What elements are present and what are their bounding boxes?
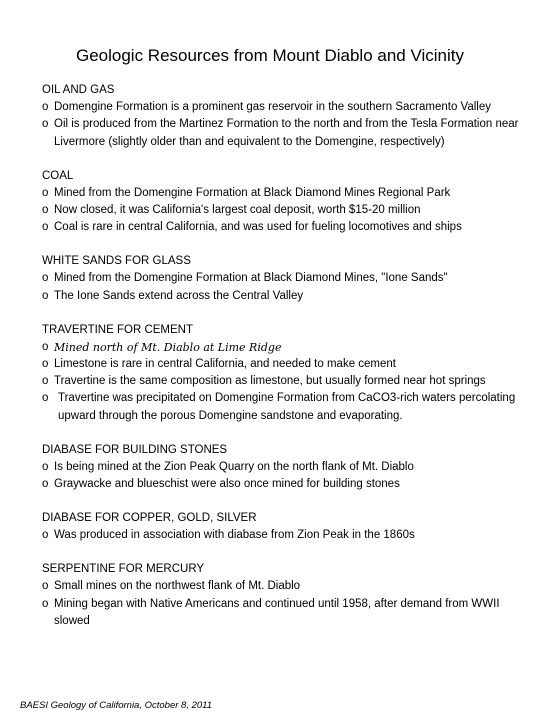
list-item xyxy=(42,288,522,305)
list-item-text: Oil is produced from the Martinez Formation to the north and from the Tesla Formation near Livermore (slightly older than and equivalent to the Domengine, respectively) xyxy=(54,118,519,148)
section-heading: DIABASE FOR COPPER, GOLD, SILVER xyxy=(42,512,257,525)
bullet-marker: o xyxy=(42,204,49,217)
list-item xyxy=(42,390,522,424)
list-item-text: Limestone is rare in central California, and needed to make cement xyxy=(54,358,396,371)
list-item-text: Domengine Formation is a prominent gas reservoir in the southern Sacramento Valley xyxy=(54,101,491,114)
list-item-text: Mined from the Domengine Formation at Black Diamond Mines Regional Park xyxy=(54,186,451,199)
bullet-marker: o xyxy=(42,358,49,371)
list-item xyxy=(42,99,522,116)
list-item-text: Now closed, it was California's largest coal deposit, worth $15-20 million xyxy=(54,204,421,217)
bullet-marker: o xyxy=(42,597,49,610)
section-heading: OIL AND GAS xyxy=(42,84,115,96)
list-item xyxy=(42,185,522,202)
section-heading: DIABASE FOR BUILDING STONES xyxy=(42,443,228,456)
bullet-marker: o xyxy=(42,340,49,353)
bullet-marker: o xyxy=(42,460,49,473)
section-heading: SERPENTINE FOR MERCURY xyxy=(42,563,205,576)
bullet-marker: o xyxy=(42,375,49,388)
bullet-marker: o xyxy=(42,118,49,131)
list-item xyxy=(42,596,522,630)
bullet-marker: o xyxy=(42,221,49,234)
list-item-text: Mined north of Mt. Diablo at Lime Ridge xyxy=(54,340,282,354)
section-diabase-metals xyxy=(42,510,522,544)
list-item-text: The Ione Sands extend across the Central Valley xyxy=(54,289,304,302)
list-item xyxy=(42,527,522,544)
section-serpentine xyxy=(42,561,522,630)
list-item-text: Travertine was precipitated on Domengine Formation from CaCO3-rich waters percolating upward through the porous Domengine sandstone and evaporating. xyxy=(58,392,516,422)
list-item xyxy=(42,459,522,476)
section-diabase-building xyxy=(42,442,522,494)
bullet-marker: o xyxy=(42,186,49,199)
section-travertine xyxy=(42,322,522,425)
list-item xyxy=(42,373,522,390)
list-item xyxy=(42,356,522,373)
list-item-text: Is being mined at the Zion Peak Quarry on the north flank of Mt. Diablo xyxy=(54,460,414,473)
bullet-marker: o xyxy=(42,580,49,593)
list-item-text: Mining began with Native Americans and continued until 1958, after demand from WWII slowed xyxy=(54,597,500,627)
section-coal xyxy=(42,168,522,237)
section-oil-and-gas xyxy=(42,82,522,151)
section-heading: COAL xyxy=(42,169,74,182)
list-item xyxy=(42,339,522,356)
list-item xyxy=(42,578,522,595)
list-item xyxy=(42,202,522,219)
list-item xyxy=(42,219,522,236)
list-item-text: Mined from the Domengine Formation at Black Diamond Mines, "Ione Sands" xyxy=(54,272,448,285)
list-item xyxy=(42,270,522,287)
list-item-text: Travertine is the same composition as limestone, but usually formed near hot springs xyxy=(54,375,486,388)
section-white-sands xyxy=(42,253,522,305)
list-item xyxy=(42,476,522,493)
section-heading: WHITE SANDS FOR GLASS xyxy=(42,255,191,268)
bullet-marker: o xyxy=(42,392,49,405)
section-heading: TRAVERTINE FOR CEMENT xyxy=(42,323,193,336)
bullet-marker: o xyxy=(42,478,49,491)
bullet-marker: o xyxy=(42,272,49,285)
list-item-text: Graywacke and blueschist were also once mined for building stones xyxy=(54,478,400,491)
page-title: Geologic Resources from Mount Diablo and Vicinity xyxy=(75,46,465,65)
bullet-marker: o xyxy=(42,289,49,302)
list-item xyxy=(42,116,522,150)
bullet-marker: o xyxy=(42,529,49,542)
list-item-text: Coal is rare in central California, and was used for fueling locomotives and ships xyxy=(54,221,462,234)
list-item-text: Was produced in association with diabase from Zion Peak in the 1860s xyxy=(54,529,415,542)
footer-credit: BAESI Geology of California, October 8, 2011 xyxy=(20,700,213,711)
list-item-text: Small mines on the northwest flank of Mt. Diablo xyxy=(54,580,301,593)
document-body xyxy=(42,82,522,647)
bullet-marker: o xyxy=(42,101,49,114)
